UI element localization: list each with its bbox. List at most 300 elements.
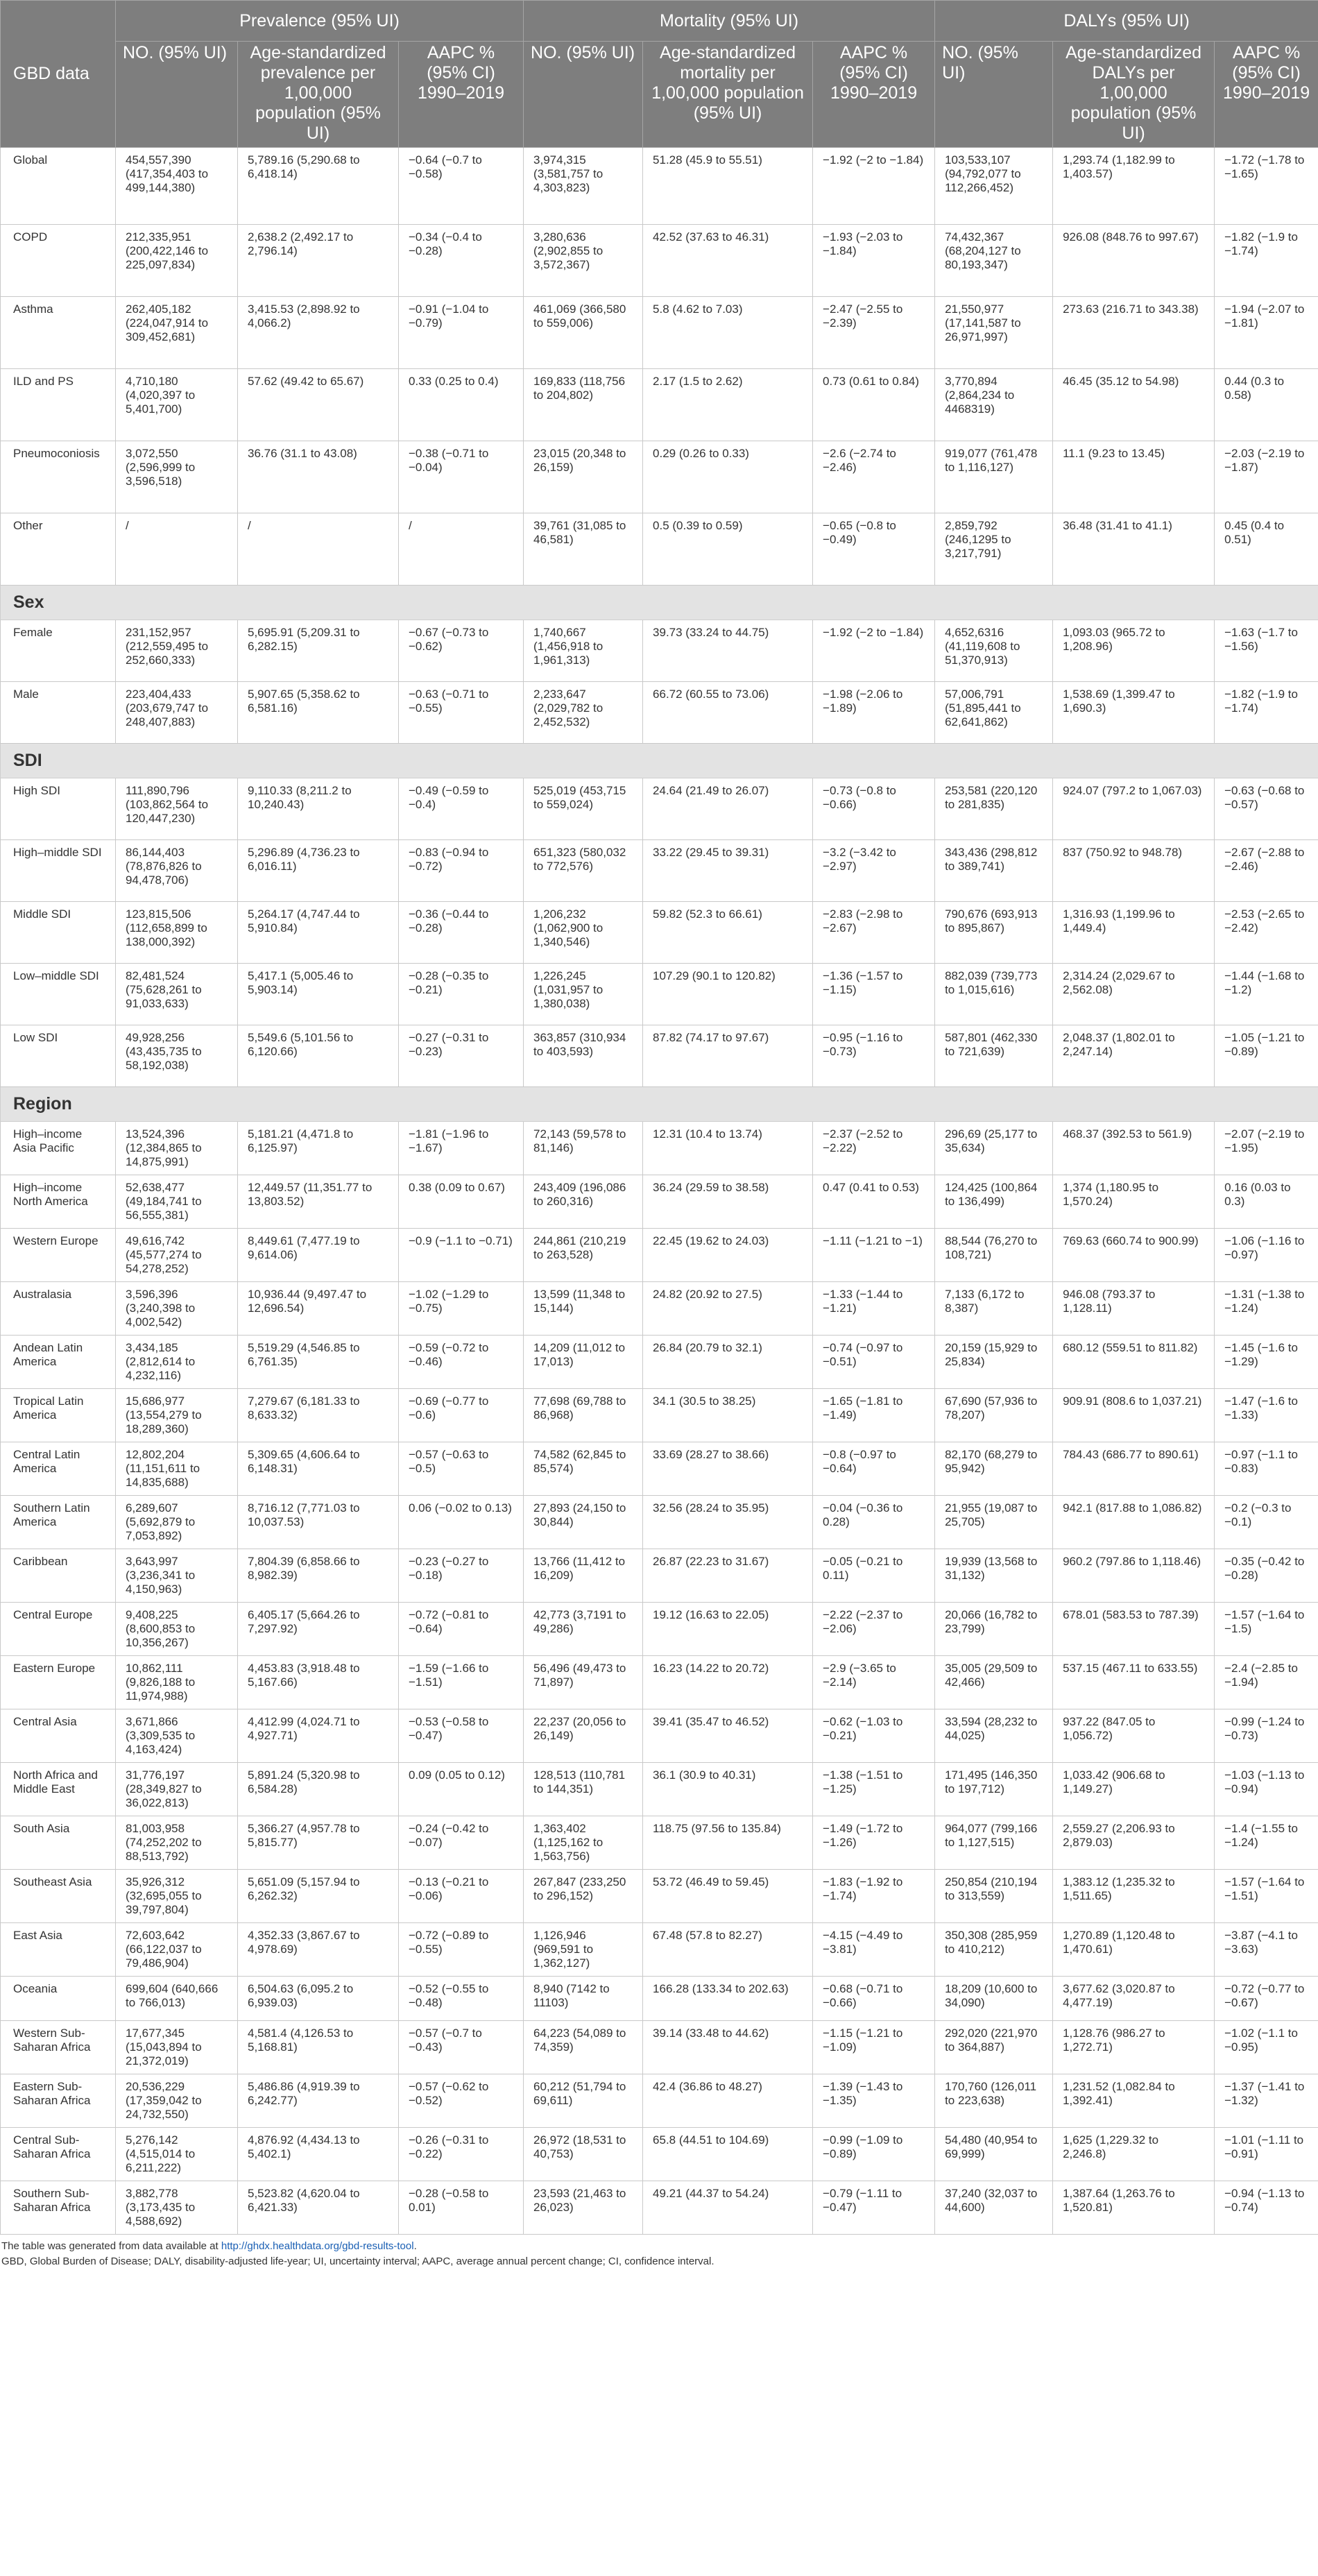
table-cell: 42.4 (36.86 to 48.27) bbox=[643, 2074, 813, 2128]
row-label: Oceania bbox=[1, 1977, 116, 2021]
table-cell: 23,593 (21,463 to 26,023) bbox=[524, 2181, 643, 2235]
header-prevalence-rate: Age-standardized prevalence per 1,00,000 population (95% UI) bbox=[238, 42, 399, 148]
table-cell: 37,240 (32,037 to 44,600) bbox=[935, 2181, 1053, 2235]
table-cell: 111,890,796 (103,862,564 to 120,447,230) bbox=[116, 778, 238, 840]
table-row bbox=[1, 1122, 1318, 1175]
table-cell: −0.99 (−1.24 to −0.73) bbox=[1215, 1709, 1318, 1763]
table-cell: −1.4 (−1.55 to −1.24) bbox=[1215, 1816, 1318, 1870]
table-row bbox=[1, 2128, 1318, 2181]
row-label: Low SDI bbox=[1, 1025, 116, 1087]
row-label: Other bbox=[1, 513, 116, 586]
table-cell: 2,638.2 (2,492.17 to 2,796.14) bbox=[238, 225, 399, 297]
table-cell: −1.05 (−1.21 to −0.89) bbox=[1215, 1025, 1318, 1087]
header-mortality: Mortality (95% UI) bbox=[524, 1, 935, 42]
table-cell: 10,936.44 (9,497.47 to 12,696.54) bbox=[238, 1282, 399, 1336]
table-cell: 36.24 (29.59 to 38.58) bbox=[643, 1175, 813, 1229]
table-cell: 5,523.82 (4,620.04 to 6,421.33) bbox=[238, 2181, 399, 2235]
table-cell: −0.9 (−1.1 to −0.71) bbox=[399, 1229, 524, 1282]
table-cell: 1,293.74 (1,182.99 to 1,403.57) bbox=[1053, 148, 1215, 225]
table-row bbox=[1, 620, 1318, 682]
header-dalys-number: NO. (95% UI) bbox=[935, 42, 1053, 148]
table-cell: 54,480 (40,954 to 69,999) bbox=[935, 2128, 1053, 2181]
table-cell: 42,773 (3,7191 to 49,286) bbox=[524, 1603, 643, 1656]
row-label: Male bbox=[1, 682, 116, 744]
table-cell: 882,039 (739,773 to 1,015,616) bbox=[935, 964, 1053, 1025]
table-cell: 33.22 (29.45 to 39.31) bbox=[643, 840, 813, 902]
table-row bbox=[1, 1870, 1318, 1923]
table-row bbox=[1, 964, 1318, 1025]
table-cell: 67,690 (57,936 to 78,207) bbox=[935, 1389, 1053, 1442]
table-cell: 5,519.29 (4,546.85 to 6,761.35) bbox=[238, 1336, 399, 1389]
table-row bbox=[1, 1549, 1318, 1603]
table-cell: −1.37 (−1.41 to −1.32) bbox=[1215, 2074, 1318, 2128]
table-cell: 52,638,477 (49,184,741 to 56,555,381) bbox=[116, 1175, 238, 1229]
table-row bbox=[1, 778, 1318, 840]
table-cell: 231,152,957 (212,559,495 to 252,660,333) bbox=[116, 620, 238, 682]
table-cell: 12,802,204 (11,151,611 to 14,835,688) bbox=[116, 1442, 238, 1496]
table-cell: 5,276,142 (4,515,014 to 6,211,222) bbox=[116, 2128, 238, 2181]
table-cell: 103,533,107 (94,792,077 to 112,266,452) bbox=[935, 148, 1053, 225]
table-row bbox=[1, 682, 1318, 744]
table-cell: 39.41 (35.47 to 46.52) bbox=[643, 1709, 813, 1763]
table-cell: 27,893 (24,150 to 30,844) bbox=[524, 1496, 643, 1549]
table-cell: −0.59 (−0.72 to −0.46) bbox=[399, 1336, 524, 1389]
table-cell: 212,335,951 (200,422,146 to 225,097,834) bbox=[116, 225, 238, 297]
table-cell: / bbox=[238, 513, 399, 586]
table-cell: 1,387.64 (1,263.76 to 1,520.81) bbox=[1053, 2181, 1215, 2235]
table-cell: −1.63 (−1.7 to −1.56) bbox=[1215, 620, 1318, 682]
table-row bbox=[1, 1025, 1318, 1087]
table-cell: −0.23 (−0.27 to −0.18) bbox=[399, 1549, 524, 1603]
row-label: Pneumoconiosis bbox=[1, 441, 116, 513]
table-cell: 0.5 (0.39 to 0.59) bbox=[643, 513, 813, 586]
source-note-suffix: . bbox=[413, 2240, 417, 2252]
table-cell: 267,847 (233,250 to 296,152) bbox=[524, 1870, 643, 1923]
header-mortality-aapc: AAPC % (95% CI) 1990–2019 bbox=[813, 42, 935, 148]
table-cell: −0.52 (−0.55 to −0.48) bbox=[399, 1977, 524, 2021]
table-row bbox=[1, 1442, 1318, 1496]
table-cell: 363,857 (310,934 to 403,593) bbox=[524, 1025, 643, 1087]
table-cell: −0.05 (−0.21 to 0.11) bbox=[813, 1549, 935, 1603]
table-cell: 525,019 (453,715 to 559,024) bbox=[524, 778, 643, 840]
table-cell: −0.65 (−0.8 to −0.49) bbox=[813, 513, 935, 586]
table-cell: −0.26 (−0.31 to −0.22) bbox=[399, 2128, 524, 2181]
table-cell: 0.38 (0.09 to 0.67) bbox=[399, 1175, 524, 1229]
table-row bbox=[1, 513, 1318, 586]
table-row bbox=[1, 1656, 1318, 1709]
table-cell: 26,972 (18,531 to 40,753) bbox=[524, 2128, 643, 2181]
table-cell: 5,417.1 (5,005.46 to 5,903.14) bbox=[238, 964, 399, 1025]
table-cell: 5,891.24 (5,320.98 to 6,584.28) bbox=[238, 1763, 399, 1816]
header-dalys: DALYs (95% UI) bbox=[935, 1, 1318, 42]
table-cell: / bbox=[116, 513, 238, 586]
table-cell: 292,020 (221,970 to 364,887) bbox=[935, 2021, 1053, 2074]
table-cell: −1.65 (−1.81 to −1.49) bbox=[813, 1389, 935, 1442]
table-cell: −3.87 (−4.1 to −3.63) bbox=[1215, 1923, 1318, 1977]
table-cell: 244,861 (210,219 to 263,528) bbox=[524, 1229, 643, 1282]
table-cell: −1.15 (−1.21 to −1.09) bbox=[813, 2021, 935, 2074]
table-cell: 8,940 (7142 to 11103) bbox=[524, 1977, 643, 2021]
table-cell: 3,671,866 (3,309,535 to 4,163,424) bbox=[116, 1709, 238, 1763]
table-cell: 6,289,607 (5,692,879 to 7,053,892) bbox=[116, 1496, 238, 1549]
table-cell: 23,015 (20,348 to 26,159) bbox=[524, 441, 643, 513]
table-cell: 24.82 (20.92 to 27.5) bbox=[643, 1282, 813, 1336]
table-cell: 22,237 (20,056 to 26,149) bbox=[524, 1709, 643, 1763]
table-cell: 1,625 (1,229.32 to 2,246.8) bbox=[1053, 2128, 1215, 2181]
table-cell: 253,581 (220,120 to 281,835) bbox=[935, 778, 1053, 840]
table-cell: −2.67 (−2.88 to −2.46) bbox=[1215, 840, 1318, 902]
table-row bbox=[1, 1229, 1318, 1282]
table-cell: 1,128.76 (986.27 to 1,272.71) bbox=[1053, 2021, 1215, 2074]
header-gbd-data: GBD data bbox=[1, 1, 116, 148]
table-cell: 0.47 (0.41 to 0.53) bbox=[813, 1175, 935, 1229]
table-cell: 8,716.12 (7,771.03 to 10,037.53) bbox=[238, 1496, 399, 1549]
table-cell: 4,581.4 (4,126.53 to 5,168.81) bbox=[238, 2021, 399, 2074]
table-cell: 82,481,524 (75,628,261 to 91,033,633) bbox=[116, 964, 238, 1025]
table-cell: −1.57 (−1.64 to −1.5) bbox=[1215, 1603, 1318, 1656]
table-cell: −2.53 (−2.65 to −2.42) bbox=[1215, 902, 1318, 964]
row-label: Eastern Sub-Saharan Africa bbox=[1, 2074, 116, 2128]
section-title: Sex bbox=[1, 586, 1318, 620]
header-prevalence: Prevalence (95% UI) bbox=[116, 1, 524, 42]
table-cell: / bbox=[399, 513, 524, 586]
table-cell: 8,449.61 (7,477.19 to 9,614.06) bbox=[238, 1229, 399, 1282]
row-label: Southeast Asia bbox=[1, 1870, 116, 1923]
table-cell: 350,308 (285,959 to 410,212) bbox=[935, 1923, 1053, 1977]
row-label: Southern Sub-Saharan Africa bbox=[1, 2181, 116, 2235]
header-prevalence-aapc: AAPC % (95% CI) 1990–2019 bbox=[399, 42, 524, 148]
table-cell: 20,066 (16,782 to 23,799) bbox=[935, 1603, 1053, 1656]
table-cell: −0.35 (−0.42 to −0.28) bbox=[1215, 1549, 1318, 1603]
table-row bbox=[1, 148, 1318, 225]
table-cell: −4.15 (−4.49 to −3.81) bbox=[813, 1923, 935, 1977]
row-label: Female bbox=[1, 620, 116, 682]
table-row bbox=[1, 441, 1318, 513]
table-row bbox=[1, 2021, 1318, 2074]
table-cell: 35,005 (29,509 to 42,466) bbox=[935, 1656, 1053, 1709]
table-cell: 15,686,977 (13,554,279 to 18,289,360) bbox=[116, 1389, 238, 1442]
table-cell: −2.6 (−2.74 to −2.46) bbox=[813, 441, 935, 513]
table-cell: 123,815,506 (112,658,899 to 138,000,392) bbox=[116, 902, 238, 964]
table-cell: 1,316.93 (1,199.96 to 1,449.4) bbox=[1053, 902, 1215, 964]
table-cell: 790,676 (693,913 to 895,867) bbox=[935, 902, 1053, 964]
table-cell: 461,069 (366,580 to 559,006) bbox=[524, 297, 643, 369]
table-cell: −1.06 (−1.16 to −0.97) bbox=[1215, 1229, 1318, 1282]
row-label: Andean Latin America bbox=[1, 1336, 116, 1389]
table-cell: 19,939 (13,568 to 31,132) bbox=[935, 1549, 1053, 1603]
table-cell: 223,404,433 (203,679,747 to 248,407,883) bbox=[116, 682, 238, 744]
table-cell: −1.36 (−1.57 to −1.15) bbox=[813, 964, 935, 1025]
table-cell: 343,436 (298,812 to 389,741) bbox=[935, 840, 1053, 902]
row-label: East Asia bbox=[1, 1923, 116, 1977]
table-cell: 72,143 (59,578 to 81,146) bbox=[524, 1122, 643, 1175]
table-cell: 53.72 (46.49 to 59.45) bbox=[643, 1870, 813, 1923]
table-cell: 7,804.39 (6,858.66 to 8,982.39) bbox=[238, 1549, 399, 1603]
table-cell: −0.97 (−1.1 to −0.83) bbox=[1215, 1442, 1318, 1496]
table-cell: 0.44 (0.3 to 0.58) bbox=[1215, 369, 1318, 441]
table-row bbox=[1, 2181, 1318, 2235]
table-cell: 33,594 (28,232 to 44,025) bbox=[935, 1709, 1053, 1763]
table-cell: −2.07 (−2.19 to −1.95) bbox=[1215, 1122, 1318, 1175]
table-cell: −1.38 (−1.51 to −1.25) bbox=[813, 1763, 935, 1816]
row-label: Tropical Latin America bbox=[1, 1389, 116, 1442]
header-dalys-rate: Age-standardized DALYs per 1,00,000 population (95% UI) bbox=[1053, 42, 1215, 148]
table-cell: 26.87 (22.23 to 31.67) bbox=[643, 1549, 813, 1603]
row-label: Caribbean bbox=[1, 1549, 116, 1603]
table-cell: 49,928,256 (43,435,735 to 58,192,038) bbox=[116, 1025, 238, 1087]
section-row bbox=[1, 744, 1318, 778]
row-label: Asthma bbox=[1, 297, 116, 369]
table-cell: 6,405.17 (5,664.26 to 7,297.92) bbox=[238, 1603, 399, 1656]
table-cell: 49,616,742 (45,577,274 to 54,278,252) bbox=[116, 1229, 238, 1282]
table-cell: 67.48 (57.8 to 82.27) bbox=[643, 1923, 813, 1977]
row-label: High SDI bbox=[1, 778, 116, 840]
table-cell: 4,876.92 (4,434.13 to 5,402.1) bbox=[238, 2128, 399, 2181]
table-cell: −0.28 (−0.35 to −0.21) bbox=[399, 964, 524, 1025]
table-cell: −0.74 (−0.97 to −0.51) bbox=[813, 1336, 935, 1389]
table-cell: 5,651.09 (5,157.94 to 6,262.32) bbox=[238, 1870, 399, 1923]
table-cell: −1.47 (−1.6 to −1.33) bbox=[1215, 1389, 1318, 1442]
table-row bbox=[1, 1336, 1318, 1389]
table-cell: −0.36 (−0.44 to −0.28) bbox=[399, 902, 524, 964]
table-cell: −1.83 (−1.92 to −1.74) bbox=[813, 1870, 935, 1923]
table-cell: 2,559.27 (2,206.93 to 2,879.03) bbox=[1053, 1816, 1215, 1870]
table-cell: 0.45 (0.4 to 0.51) bbox=[1215, 513, 1318, 586]
row-label: Central Sub-Saharan Africa bbox=[1, 2128, 116, 2181]
table-cell: 171,495 (146,350 to 197,712) bbox=[935, 1763, 1053, 1816]
table-cell: 33.69 (28.27 to 38.66) bbox=[643, 1442, 813, 1496]
table-cell: 57.62 (49.42 to 65.67) bbox=[238, 369, 399, 441]
table-cell: −1.92 (−2 to −1.84) bbox=[813, 620, 935, 682]
row-label: ILD and PS bbox=[1, 369, 116, 441]
table-cell: 1,363,402 (1,125,162 to 1,563,756) bbox=[524, 1816, 643, 1870]
table-cell: 537.15 (467.11 to 633.55) bbox=[1053, 1656, 1215, 1709]
section-title: SDI bbox=[1, 744, 1318, 778]
table-cell: 86,144,403 (78,876,826 to 94,478,706) bbox=[116, 840, 238, 902]
table-cell: 5.8 (4.62 to 7.03) bbox=[643, 297, 813, 369]
table-cell: −1.01 (−1.11 to −0.91) bbox=[1215, 2128, 1318, 2181]
table-cell: 680.12 (559.51 to 811.82) bbox=[1053, 1336, 1215, 1389]
table-cell: 4,352.33 (3,867.67 to 4,978.69) bbox=[238, 1923, 399, 1977]
table-cell: 59.82 (52.3 to 66.61) bbox=[643, 902, 813, 964]
table-cell: 5,695.91 (5,209.31 to 6,282.15) bbox=[238, 620, 399, 682]
table-row bbox=[1, 297, 1318, 369]
table-cell: −0.57 (−0.62 to −0.52) bbox=[399, 2074, 524, 2128]
table-cell: 56,496 (49,473 to 71,897) bbox=[524, 1656, 643, 1709]
table-row bbox=[1, 1389, 1318, 1442]
table-cell: 3,882,778 (3,173,435 to 4,588,692) bbox=[116, 2181, 238, 2235]
table-cell: −0.72 (−0.77 to −0.67) bbox=[1215, 1977, 1318, 2021]
table-cell: 39,761 (31,085 to 46,581) bbox=[524, 513, 643, 586]
table-cell: 82,170 (68,279 to 95,942) bbox=[935, 1442, 1053, 1496]
table-cell: 937.22 (847.05 to 1,056.72) bbox=[1053, 1709, 1215, 1763]
table-row bbox=[1, 1923, 1318, 1977]
table-cell: 5,181.21 (4,471.8 to 6,125.97) bbox=[238, 1122, 399, 1175]
table-cell: 1,206,232 (1,062,900 to 1,340,546) bbox=[524, 902, 643, 964]
table-cell: −1.94 (−2.07 to −1.81) bbox=[1215, 297, 1318, 369]
table-cell: 9,110.33 (8,211.2 to 10,240.43) bbox=[238, 778, 399, 840]
table-cell: 250,854 (210,194 to 313,559) bbox=[935, 1870, 1053, 1923]
table-cell: 19.12 (16.63 to 22.05) bbox=[643, 1603, 813, 1656]
table-cell: −1.92 (−2 to −1.84) bbox=[813, 148, 935, 225]
header-group-row bbox=[1, 1, 1318, 42]
abbreviations-note: GBD, Global Burden of Disease; DALY, disability-adjusted life-year; UI, uncertainty interval; AAPC, average annual percent change; CI, confidence interval. bbox=[1, 2255, 714, 2267]
table-cell: 1,226,245 (1,031,957 to 1,380,038) bbox=[524, 964, 643, 1025]
table-row bbox=[1, 2074, 1318, 2128]
table-cell: 34.1 (30.5 to 38.25) bbox=[643, 1389, 813, 1442]
table-cell: −1.81 (−1.96 to −1.67) bbox=[399, 1122, 524, 1175]
table-cell: −1.33 (−1.44 to −1.21) bbox=[813, 1282, 935, 1336]
table-cell: 784.43 (686.77 to 890.61) bbox=[1053, 1442, 1215, 1496]
table-cell: 10,862,111 (9,826,188 to 11,974,988) bbox=[116, 1656, 238, 1709]
table-cell: −1.82 (−1.9 to −1.74) bbox=[1215, 682, 1318, 744]
header-prevalence-number: NO. (95% UI) bbox=[116, 42, 238, 148]
row-label: Global bbox=[1, 148, 116, 225]
table-cell: 262,405,182 (224,047,914 to 309,452,681) bbox=[116, 297, 238, 369]
table-cell: 14,209 (11,012 to 17,013) bbox=[524, 1336, 643, 1389]
table-cell: −1.49 (−1.72 to −1.26) bbox=[813, 1816, 935, 1870]
table-cell: 60,212 (51,794 to 69,611) bbox=[524, 2074, 643, 2128]
table-cell: 77,698 (69,788 to 86,968) bbox=[524, 1389, 643, 1442]
table-row bbox=[1, 1603, 1318, 1656]
table-cell: −0.34 (−0.4 to −0.28) bbox=[399, 225, 524, 297]
table-cell: −0.57 (−0.63 to −0.5) bbox=[399, 1442, 524, 1496]
table-row bbox=[1, 1496, 1318, 1549]
table-cell: 837 (750.92 to 948.78) bbox=[1053, 840, 1215, 902]
table-cell: −0.72 (−0.81 to −0.64) bbox=[399, 1603, 524, 1656]
source-link[interactable]: http://ghdx.healthdata.org/gbd-results-tool bbox=[221, 2240, 414, 2252]
section-row bbox=[1, 1087, 1318, 1122]
table-cell: 924.07 (797.2 to 1,067.03) bbox=[1053, 778, 1215, 840]
table-cell: 170,760 (126,011 to 223,638) bbox=[935, 2074, 1053, 2128]
table-cell: 1,033.42 (906.68 to 1,149.27) bbox=[1053, 1763, 1215, 1816]
table-cell: 3,072,550 (2,596,999 to 3,596,518) bbox=[116, 441, 238, 513]
table-cell: 39.73 (33.24 to 44.75) bbox=[643, 620, 813, 682]
table-cell: −0.72 (−0.89 to −0.55) bbox=[399, 1923, 524, 1977]
header-sub-row bbox=[1, 42, 1318, 148]
table-row bbox=[1, 1282, 1318, 1336]
table-cell: 57,006,791 (51,895,441 to 62,641,862) bbox=[935, 682, 1053, 744]
table-cell: 7,133 (6,172 to 8,387) bbox=[935, 1282, 1053, 1336]
table-cell: −1.03 (−1.13 to −0.94) bbox=[1215, 1763, 1318, 1816]
table-cell: 31,776,197 (28,349,827 to 36,022,813) bbox=[116, 1763, 238, 1816]
table-cell: 88,544 (76,270 to 108,721) bbox=[935, 1229, 1053, 1282]
table-cell: 3,974,315 (3,581,757 to 4,303,823) bbox=[524, 148, 643, 225]
row-label: Australasia bbox=[1, 1282, 116, 1336]
table-cell: 3,596,396 (3,240,398 to 4,002,542) bbox=[116, 1282, 238, 1336]
table-cell: −2.22 (−2.37 to −2.06) bbox=[813, 1603, 935, 1656]
table-cell: −0.8 (−0.97 to −0.64) bbox=[813, 1442, 935, 1496]
table-cell: 4,652,6316 (41,119,608 to 51,370,913) bbox=[935, 620, 1053, 682]
row-label: Western Sub-Saharan Africa bbox=[1, 2021, 116, 2074]
table-cell: −0.63 (−0.71 to −0.55) bbox=[399, 682, 524, 744]
table-cell: 964,077 (799,166 to 1,127,515) bbox=[935, 1816, 1053, 1870]
row-label: High–middle SDI bbox=[1, 840, 116, 902]
table-cell: 0.09 (0.05 to 0.12) bbox=[399, 1763, 524, 1816]
table-cell: 66.72 (60.55 to 73.06) bbox=[643, 682, 813, 744]
table-cell: 468.37 (392.53 to 561.9) bbox=[1053, 1122, 1215, 1175]
table-cell: −0.38 (−0.71 to −0.04) bbox=[399, 441, 524, 513]
table-cell: 118.75 (97.56 to 135.84) bbox=[643, 1816, 813, 1870]
table-cell: 107.29 (90.1 to 120.82) bbox=[643, 964, 813, 1025]
table-cell: 35,926,312 (32,695,055 to 39,797,804) bbox=[116, 1870, 238, 1923]
table-cell: 65.8 (44.51 to 104.69) bbox=[643, 2128, 813, 2181]
table-body bbox=[1, 148, 1318, 2235]
table-cell: 942.1 (817.88 to 1,086.82) bbox=[1053, 1496, 1215, 1549]
table-cell: 273.63 (216.71 to 343.38) bbox=[1053, 297, 1215, 369]
table-cell: 12,449.57 (11,351.77 to 13,803.52) bbox=[238, 1175, 399, 1229]
row-label: Central Asia bbox=[1, 1709, 116, 1763]
row-label: High–income Asia Pacific bbox=[1, 1122, 116, 1175]
table-cell: 74,582 (62,845 to 85,574) bbox=[524, 1442, 643, 1496]
table-cell: −0.27 (−0.31 to −0.23) bbox=[399, 1025, 524, 1087]
table-cell: 21,955 (19,087 to 25,705) bbox=[935, 1496, 1053, 1549]
table-cell: −0.79 (−1.11 to −0.47) bbox=[813, 2181, 935, 2235]
table-cell: 24.64 (21.49 to 26.07) bbox=[643, 778, 813, 840]
table-row bbox=[1, 1175, 1318, 1229]
table-cell: −0.83 (−0.94 to −0.72) bbox=[399, 840, 524, 902]
table-cell: 166.28 (133.34 to 202.63) bbox=[643, 1977, 813, 2021]
table-cell: 128,513 (110,781 to 144,351) bbox=[524, 1763, 643, 1816]
table-cell: 919,077 (761,478 to 1,116,127) bbox=[935, 441, 1053, 513]
table-cell: 124,425 (100,864 to 136,499) bbox=[935, 1175, 1053, 1229]
table-cell: −0.67 (−0.73 to −0.62) bbox=[399, 620, 524, 682]
table-cell: 769.63 (660.74 to 900.99) bbox=[1053, 1229, 1215, 1282]
table-cell: 16.23 (14.22 to 20.72) bbox=[643, 1656, 813, 1709]
table-cell: 2.17 (1.5 to 2.62) bbox=[643, 369, 813, 441]
table-row bbox=[1, 1816, 1318, 1870]
table-cell: 3,434,185 (2,812,614 to 4,232,116) bbox=[116, 1336, 238, 1389]
table-cell: −1.59 (−1.66 to −1.51) bbox=[399, 1656, 524, 1709]
table-cell: −2.47 (−2.55 to −2.39) bbox=[813, 297, 935, 369]
table-cell: 11.1 (9.23 to 13.45) bbox=[1053, 441, 1215, 513]
table-cell: 3,643,997 (3,236,341 to 4,150,963) bbox=[116, 1549, 238, 1603]
table-cell: 20,536,229 (17,359,042 to 24,732,550) bbox=[116, 2074, 238, 2128]
table-cell: 1,538.69 (1,399.47 to 1,690.3) bbox=[1053, 682, 1215, 744]
row-label: Southern Latin America bbox=[1, 1496, 116, 1549]
table-cell: 2,859,792 (246,1295 to 3,217,791) bbox=[935, 513, 1053, 586]
table-cell: −1.98 (−2.06 to −1.89) bbox=[813, 682, 935, 744]
table-cell: −3.2 (−3.42 to −2.97) bbox=[813, 840, 935, 902]
table-cell: −0.53 (−0.58 to −0.47) bbox=[399, 1709, 524, 1763]
row-label: Middle SDI bbox=[1, 902, 116, 964]
table-cell: 51.28 (45.9 to 55.51) bbox=[643, 148, 813, 225]
table-cell: 26.84 (20.79 to 32.1) bbox=[643, 1336, 813, 1389]
table-cell: 2,233,647 (2,029,782 to 2,452,532) bbox=[524, 682, 643, 744]
table-cell: 4,453.83 (3,918.48 to 5,167.66) bbox=[238, 1656, 399, 1709]
table-cell: −2.37 (−2.52 to −2.22) bbox=[813, 1122, 935, 1175]
row-label: South Asia bbox=[1, 1816, 116, 1870]
table-row bbox=[1, 1977, 1318, 2021]
table-cell: 4,412.99 (4,024.71 to 4,927.71) bbox=[238, 1709, 399, 1763]
table-cell: 0.16 (0.03 to 0.3) bbox=[1215, 1175, 1318, 1229]
table-cell: −0.95 (−1.16 to −0.73) bbox=[813, 1025, 935, 1087]
table-cell: −1.57 (−1.64 to −1.51) bbox=[1215, 1870, 1318, 1923]
table-cell: −0.04 (−0.36 to 0.28) bbox=[813, 1496, 935, 1549]
table-cell: 5,789.16 (5,290.68 to 6,418.14) bbox=[238, 148, 399, 225]
table-cell: −0.63 (−0.68 to −0.57) bbox=[1215, 778, 1318, 840]
table-cell: −1.93 (−2.03 to −1.84) bbox=[813, 225, 935, 297]
table-cell: 587,801 (462,330 to 721,639) bbox=[935, 1025, 1053, 1087]
table-cell: 5,549.6 (5,101.56 to 6,120.66) bbox=[238, 1025, 399, 1087]
row-label: Low–middle SDI bbox=[1, 964, 116, 1025]
table-cell: 36.48 (31.41 to 41.1) bbox=[1053, 513, 1215, 586]
table-cell: 1,383.12 (1,235.32 to 1,511.65) bbox=[1053, 1870, 1215, 1923]
table-cell: 49.21 (44.37 to 54.24) bbox=[643, 2181, 813, 2235]
table-cell: 72,603,642 (66,122,037 to 79,486,904) bbox=[116, 1923, 238, 1977]
table-cell: 42.52 (37.63 to 46.31) bbox=[643, 225, 813, 297]
table-cell: −0.64 (−0.7 to −0.58) bbox=[399, 148, 524, 225]
